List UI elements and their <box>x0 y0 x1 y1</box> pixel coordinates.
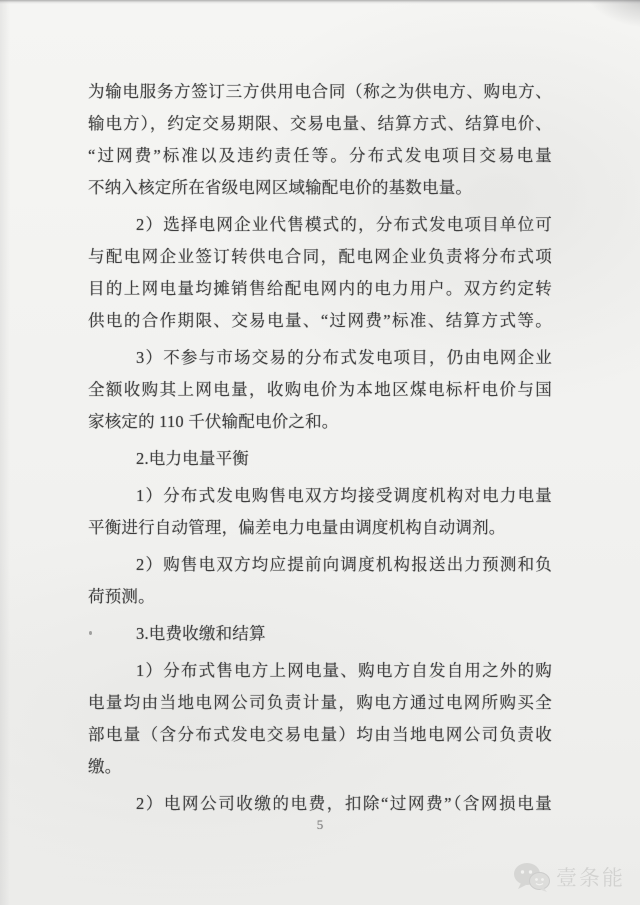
text-line: 3.电费收缴和结算 <box>136 624 266 643</box>
text-line: 输电方），约定交易期限、交易电量、结算方式、结算电价、 <box>88 114 552 133</box>
text-line: 荷预测。 <box>88 587 155 606</box>
text-line: 2.电力电量平衡 <box>136 449 249 468</box>
scan-left-edge-shadow <box>0 0 10 905</box>
brand-watermark <box>513 862 625 892</box>
wechat-chat-bubbles-icon <box>513 862 551 892</box>
text-line: 为输电服务方签订三方供用电合同（称之为供电方、购电方、 <box>88 82 552 101</box>
text-line: 1）分布式售电方上网电量、购电方自发自用之外的购 <box>136 661 552 680</box>
page-corner-shadow <box>584 0 640 28</box>
text-line: 2）选择电网企业代售模式的，分布式发电项目单位可 <box>136 215 552 234</box>
text-line: 平衡进行自动管理，偏差电力电量由调度机构自动调剂。 <box>88 518 506 537</box>
text-line: 电量均由当地电网公司负责计量，购电方通过电网所购买全 <box>88 693 552 712</box>
text-line: 不纳入核定所在省级电网区域输配电价的基数电量。 <box>88 178 473 197</box>
scan-artifact-dot <box>89 631 92 635</box>
text-line: 目的上网电量均摊销售给配电网内的电力用户。双方约定转 <box>88 279 552 298</box>
scan-top-edge-shadow <box>0 0 640 4</box>
brand-name: 壹条能 <box>556 867 625 890</box>
text-line: 3）不参与市场交易的分布式发电项目，仍由电网企业 <box>136 348 552 367</box>
text-line: 部电量（含分布式发电交易电量）均由当地电网公司负责收 <box>88 725 552 744</box>
text-line: 供电的合作期限、交易电量、“过网费”标准、结算方式等。 <box>88 311 552 330</box>
text-line: 全额收购其上网电量，收购电价为本地区煤电标杆电价与国 <box>88 380 552 399</box>
text-line: 1）分布式发电购售电双方均接受调度机构对电力电量 <box>136 486 552 505</box>
text-line: 2）购售电双方均应提前向调度机构报送出力预测和负 <box>136 555 552 574</box>
document-body <box>88 76 552 820</box>
text-line: 家核定的 110 千伏输配电价之和。 <box>88 412 339 431</box>
text-line: 与配电网企业签订转供电合同，配电网企业负责将分布式项 <box>88 247 552 266</box>
page-number: 5 <box>316 817 324 832</box>
text-line: 缴。 <box>88 757 122 776</box>
text-line: 2）电网公司收缴的电费，扣除“过网费”（含网损电量 <box>136 794 552 813</box>
text-line: “过网费”标准以及违约责任等。分布式发电项目交易电量 <box>88 146 552 165</box>
